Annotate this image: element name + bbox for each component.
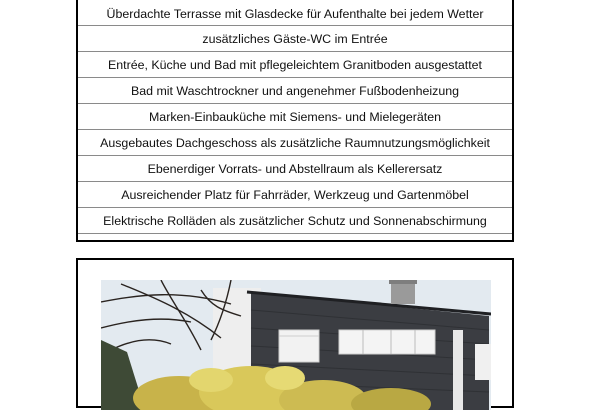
- feature-item: Entrée, Küche und Bad mit pflegeleichtem Granitboden ausgestattet: [78, 52, 512, 78]
- feature-list: [78, 0, 512, 234]
- feature-item: Überdachte Terrasse mit Glasdecke für Aufenthalte bei jedem Wetter: [78, 0, 512, 26]
- window-left: [279, 330, 319, 362]
- photo-box: [76, 258, 514, 408]
- feature-item: Ausgebautes Dachgeschoss als zusätzliche Raumnutzungsmöglichkeit: [78, 130, 512, 156]
- feature-item: Elektrische Rolläden als zusätzlicher Schutz und Sonnenabschirmung: [78, 208, 512, 234]
- house-photo: [101, 280, 491, 410]
- feature-item: Ausreichender Platz für Fahrräder, Werkzeug und Gartenmöbel: [78, 182, 512, 208]
- house-illustration: [101, 280, 491, 410]
- white-pillar: [453, 330, 463, 410]
- feature-item: Bad mit Waschtrockner und angenehmer Fußbodenheizung: [78, 78, 512, 104]
- window-band: [339, 330, 435, 354]
- feature-item: Marken-Einbauküche mit Siemens- und Mielegeräten: [78, 104, 512, 130]
- feature-item: Ebenerdiger Vorrats- und Abstellraum als Kellerersatz: [78, 156, 512, 182]
- features-box: [76, 0, 514, 242]
- feature-item: zusätzliches Gäste-WC im Entrée: [78, 26, 512, 52]
